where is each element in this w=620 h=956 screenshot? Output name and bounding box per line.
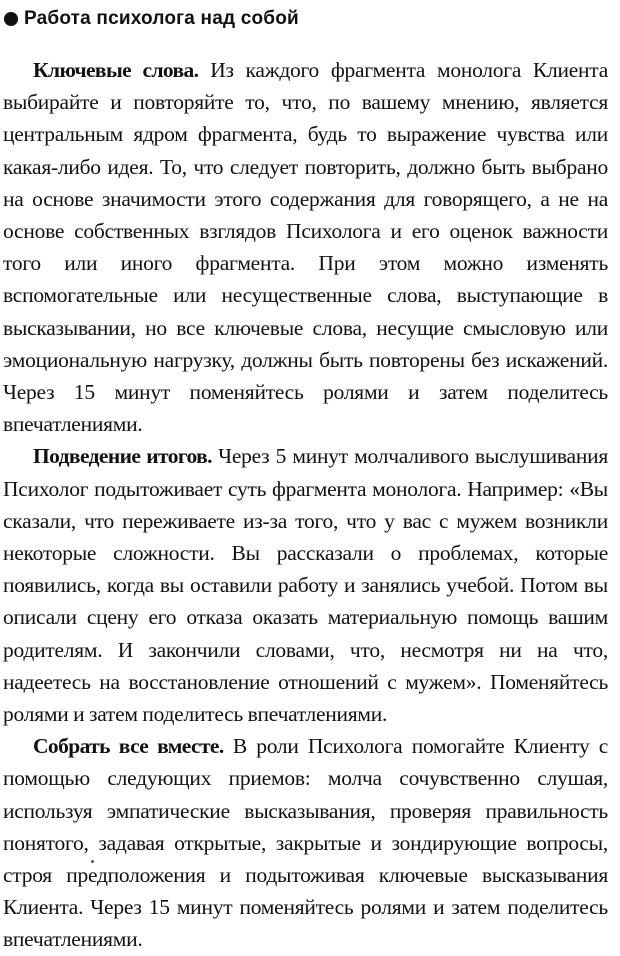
paragraph-lead: Подведение итогов.	[33, 444, 212, 469]
paragraph-text: Через 5 минут молчаливого выслушивания Психолог подытоживает суть фрагмента монолога. Например: «Вы сказали, что переживаете из-за того, что у вас с мужем возникли некоторые сложности. Вы рассказали о проблемах, которые появились, когда вы оставили работу и занялись учебой. Потом вы описали сцену его отказа оказать материальную помощь вашим родителям. И закончили словами, что, несмотря ни на что, надеетесь на восстановление отношений с мужем». Поменяйтесь ролями и затем поделитесь впечатлениями.	[3, 444, 608, 727]
running-head	[4, 6, 299, 32]
scan-speck	[91, 860, 94, 863]
paragraph-put-together	[3, 730, 608, 955]
running-head-title: Работа психолога над собой	[24, 8, 299, 29]
body-text	[3, 54, 608, 956]
paragraph-text: Из каждого фрагмента монолога Клиента выбирайте и повторяйте то, что, по вашему мнению, является центральным ядром фрагмента, будь то выражение чувства или какая-либо идея. То, что следует повторить, должно быть выбрано на основе значимости этого содержания для говорящего, а не на основе собственных взглядов Психолога и его оценок важности того или иного фрагмента. При этом можно изменять вспомогательные или несущественные слова, выступающие в высказывании, но все ключевые слова, несущие смысловую или эмоциональную нагрузку, должны быть повторены без искажений. Через 15 минут поменяйтесь ролями и затем поделитесь впечатлениями.	[3, 58, 608, 437]
paragraph-lead: Ключевые слова.	[33, 58, 199, 82]
bullet-icon	[4, 12, 18, 26]
paragraph-summarizing	[3, 440, 608, 730]
paragraph-key-words	[3, 54, 608, 440]
paragraph-lead: Собрать все вместе.	[33, 734, 224, 759]
paragraph-text: В роли Психолога помогайте Клиенту с помощью следующих приемов: молча сочувственно слушая, используя эмпатические высказывания, проверяя правильность понятого, задавая открытые, закрытые и зондирующие вопросы, строя предположения и подытоживая ключевые высказывания Клиента. Через 15 минут поменяйтесь ролями и затем поделитесь впечатлениями.	[3, 734, 608, 952]
